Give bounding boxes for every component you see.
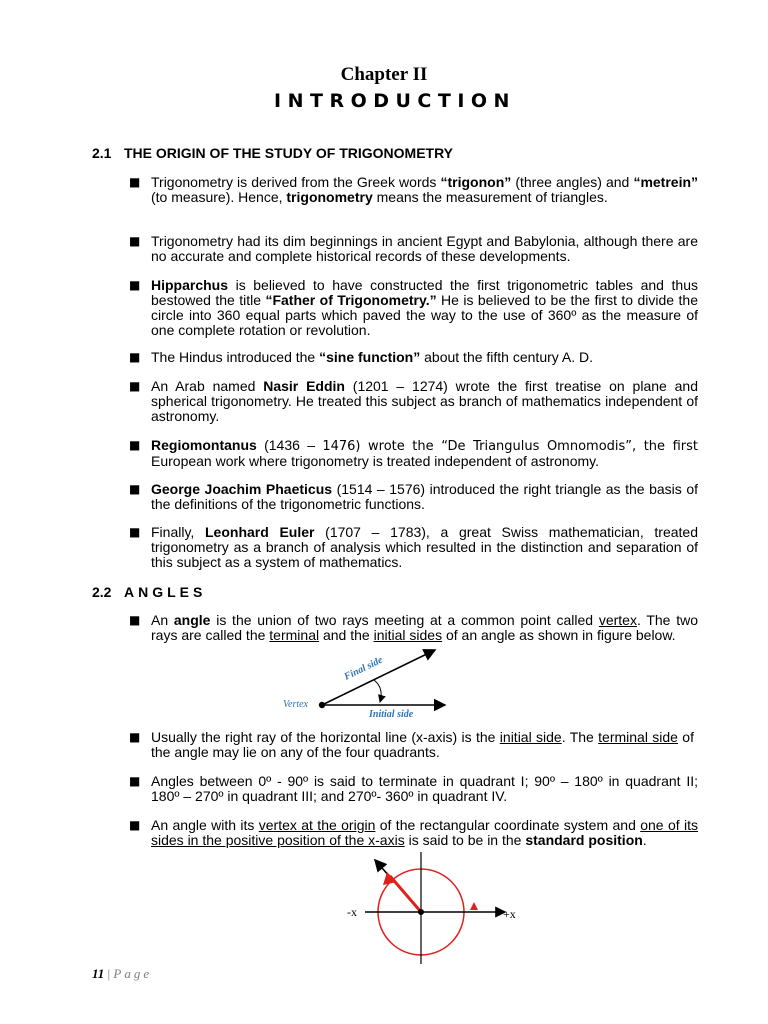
final-side-label: Final side (342, 654, 385, 683)
section-title: THE ORIGIN OF THE STUDY OF TRIGONOMETRY (124, 145, 454, 161)
vertex-label: Vertex (283, 699, 308, 710)
bullet-icon: ■ (129, 234, 141, 248)
list-item-angle-definition (151, 613, 698, 643)
page-number: 11 (92, 966, 105, 981)
footer-separator: | (107, 966, 111, 981)
list-item-standard-position (151, 818, 698, 848)
page-footer (92, 966, 152, 982)
term-nasir-eddin: Nasir Eddin (263, 378, 345, 394)
list-item-regiomontanus (151, 438, 698, 469)
term-metrein: “metrein” (633, 174, 699, 190)
text: Trigonometry is derived from the Greek words (151, 174, 441, 190)
text: (1436 – (256, 437, 323, 453)
term-phaeticus: George Joachim Phaeticus (151, 481, 333, 497)
term-initial-side: initial side (499, 729, 562, 745)
bullet-icon: ■ (129, 525, 141, 539)
text: 1476) wrote the “De Triangulus Omnomodis”, the first (322, 439, 698, 454)
list-item-hipparchus (151, 278, 698, 338)
text: (1514 – 1576) introduced the right triangle as the basis of the definitions of the trigonometric functions. (151, 481, 698, 512)
text: is said to be in the (404, 832, 526, 848)
text: is the union of two rays meeting at a common point called (210, 612, 599, 628)
text: European work where trigonometry is treated independent of astronomy. (151, 453, 599, 469)
text: . (642, 832, 647, 848)
text: Finally, (151, 524, 205, 540)
bullet-icon: ■ (129, 278, 141, 292)
pos-x-label: +x (503, 907, 516, 921)
bullet-icon: ■ (129, 818, 141, 832)
term-initial-sides: initial sides (373, 627, 443, 643)
angle-arc (374, 680, 381, 702)
text: . The two rays are called the (151, 612, 698, 643)
list-item-initial-side (151, 730, 694, 760)
bullet-icon: ■ (129, 730, 141, 744)
text: (1201 – 1274) wrote the first treatise on plane and spherical trigonometry. He treated this subject as branch of mathematics independent of astronomy. (151, 378, 698, 424)
term-terminal: terminal (269, 627, 320, 643)
term-standard-position: standard position (525, 832, 643, 848)
text: of the rectangular coordinate system and (375, 817, 641, 833)
initial-side-label: Initial side (369, 709, 414, 720)
vertex-point (319, 702, 325, 708)
list-item-egypt-babylonia (151, 234, 698, 264)
list-item-phaeticus (151, 482, 698, 512)
text: An angle with its (151, 817, 259, 833)
list-item-euler (151, 525, 698, 570)
term-regiomontanus: Regiomontanus (151, 437, 257, 453)
text: of the angle may lie on any of the four quadrants. (151, 729, 694, 760)
term-vertex: vertex (598, 612, 637, 628)
term-trigonometry: trigonometry (286, 189, 373, 205)
term-vertex-at-origin: vertex at the origin (258, 817, 376, 833)
text: (to measure). Hence, (151, 189, 287, 205)
text: He is believed to be the first to divide the circle into 360 equal parts which paved the way to the use of 360º as the measure of one complete rotation or revolution. (151, 292, 698, 338)
term-trigonon: “trigonon” (440, 174, 512, 190)
section-heading-2-1 (92, 145, 453, 161)
bullet-icon: ■ (129, 774, 141, 788)
bullet-icon: ■ (129, 613, 141, 627)
text: Angles between 0º - 90º is said to terminate in quadrant I; 90º – 180º in quadrant II; 180º – 270º in quadrant III; and 270º- 360º in quadrant IV. (151, 773, 698, 804)
bullet-icon: ■ (129, 438, 141, 452)
bullet-icon: ■ (129, 175, 141, 189)
standard-position-figure (335, 852, 525, 967)
origin-point (418, 909, 424, 915)
list-item-hindus (151, 350, 698, 365)
text: about the fifth century A. D. (420, 349, 593, 365)
text: (1707 – 1783), a great Swiss mathematician, treated trigonometry as a branch of analysis which resulted in the distinction and separation of this subject as a system of mathematics. (151, 524, 698, 570)
term-hipparchus: Hipparchus (151, 277, 229, 293)
text: The Hindus introduced the (151, 349, 320, 365)
neg-x-label: -x (347, 905, 357, 919)
section-title: ANGLES (124, 584, 207, 600)
text: of an angle as shown in figure below. (442, 627, 676, 643)
red-arrow-icon (470, 902, 478, 910)
list-item-quadrants (151, 774, 698, 804)
bullet-icon: ■ (129, 482, 141, 496)
chapter-heading: Chapter II (340, 64, 428, 85)
text: means the measurement of triangles. (372, 189, 608, 205)
bullet-icon: ■ (129, 350, 141, 364)
term-leonhard-euler: Leonhard Euler (205, 524, 315, 540)
text: and the (319, 627, 374, 643)
term-sine-function: “sine function” (319, 349, 421, 365)
list-item-trigonometry-origin (151, 175, 698, 205)
text: An Arab named (151, 378, 264, 394)
term-positive-x-axis: one of its sides in the positive position of the x-axis (151, 817, 699, 848)
text: An (151, 612, 174, 628)
section-heading-2-2 (92, 584, 206, 600)
bullet-icon: ■ (129, 379, 141, 393)
chapter-title: INTRODUCTION (274, 90, 516, 112)
term-angle: angle (173, 612, 211, 628)
text: Trigonometry had its dim beginnings in ancient Egypt and Babylonia, although there are no accurate and complete historical records of these developments. (151, 233, 698, 264)
term-father-of-trigonometry: “Father of Trigonometry.” (265, 292, 437, 308)
text: Usually the right ray of the horizontal line (x-axis) is the (151, 729, 500, 745)
section-number: 2.2 (92, 584, 112, 600)
text: . The (561, 729, 599, 745)
list-item-nasir-eddin (151, 379, 698, 424)
angle-figure (270, 640, 470, 725)
text: is believed to have constructed the first trigonometric tables and thus bestowed the title (151, 277, 698, 308)
term-terminal-side: terminal side (598, 729, 678, 745)
section-number: 2.1 (92, 145, 112, 161)
text: (three angles) and (511, 174, 634, 190)
page-word: Page (113, 966, 153, 981)
